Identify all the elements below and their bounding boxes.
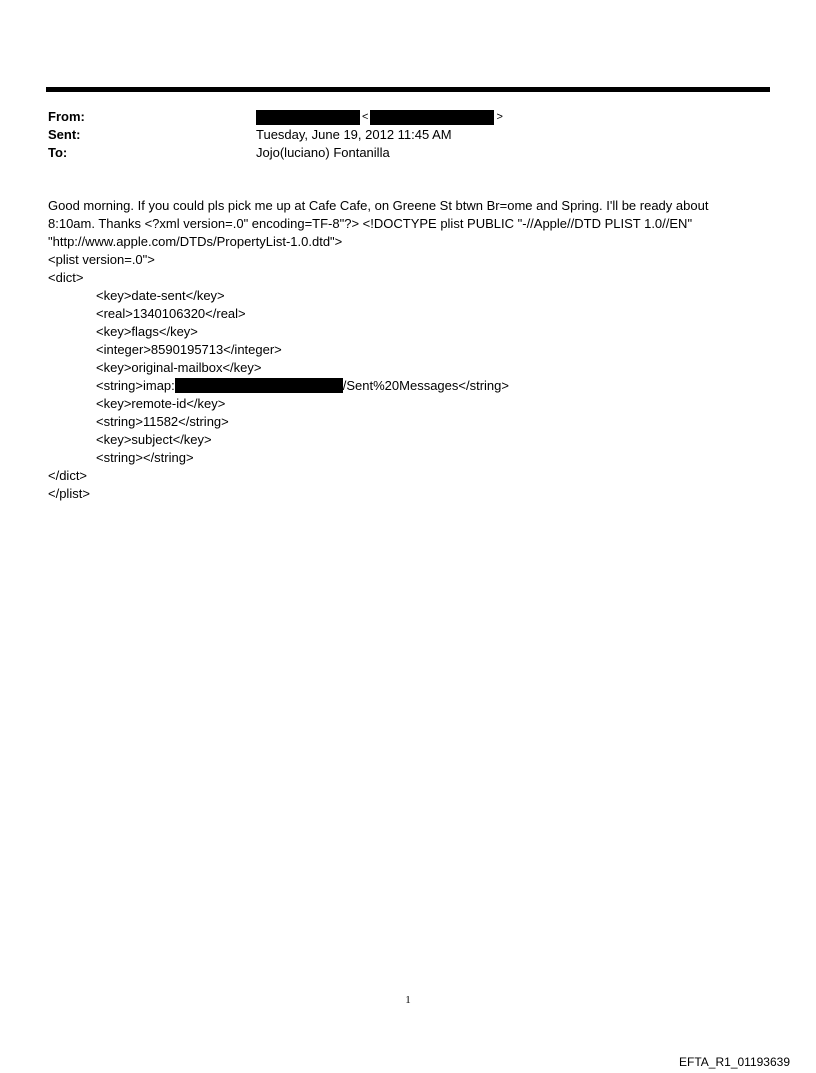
message-line: Good morning. If you could pls pick me up at Cafe Cafe, on Greene St btwn Br=ome and Spring. I'll be ready about [48,198,709,213]
from-row [48,108,768,126]
plist-open: <plist version=.0"> [48,252,155,267]
redacted-sender-name [256,110,360,125]
to-label: To: [48,145,68,160]
from-value [256,108,505,126]
from-lt: < [362,111,369,123]
document-id: EFTA_R1_01193639 [679,1055,790,1069]
plist-entry: <integer>8590195713</integer> [96,342,282,357]
redacted-mailbox-address [175,378,343,393]
from-gt: > [496,111,503,123]
email-header [48,108,768,162]
plist-entry: <string></string> [96,450,194,465]
plist-entry-imap [48,377,768,395]
plist-close: </plist> [48,486,90,501]
dict-close: </dict> [48,468,88,483]
message-line: 8:10am. Thanks <?xml version=.0" encoding=TF-8"?> <!DOCTYPE plist PUBLIC "-//Apple//DTD PLIST 1.0//EN" [48,216,693,231]
to-value: Jojo(luciano) Fontanilla [256,145,390,160]
plist-entry: <string>11582</string> [96,414,229,429]
plist-entry: <key>subject</key> [96,432,212,447]
redacted-sender-email [370,110,494,125]
plist-entry: <key>remote-id</key> [96,396,226,411]
from-label: From: [48,109,85,124]
sent-label: Sent: [48,127,81,142]
message-line: "http://www.apple.com/DTDs/PropertyList-1.0.dtd"> [48,234,343,249]
message-body [48,197,768,503]
dict-open: <dict> [48,270,84,285]
sent-row [48,126,768,144]
to-row [48,144,768,162]
header-rule [46,87,770,92]
plist-entry: <key>date-sent</key> [96,288,225,303]
imap-suffix: /Sent%20Messages</string> [342,378,509,393]
imap-prefix: <string>imap: [96,378,175,393]
sent-value: Tuesday, June 19, 2012 11:45 AM [256,127,452,142]
page-number: 1 [405,994,411,1006]
plist-entry: <key>original-mailbox</key> [96,360,262,375]
plist-entry: <key>flags</key> [96,324,198,339]
plist-entry: <real>1340106320</real> [96,306,246,321]
